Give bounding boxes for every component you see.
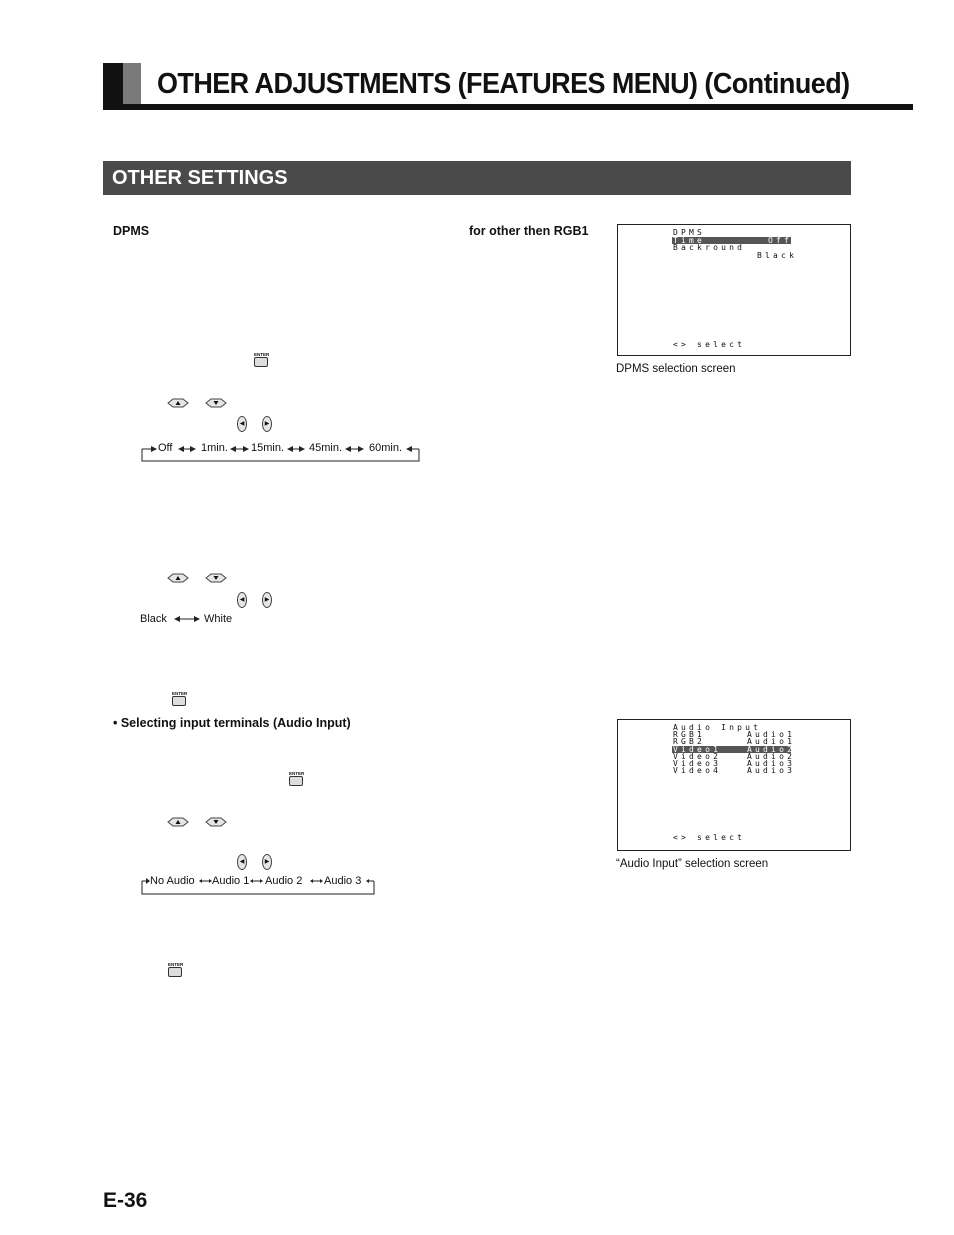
header-marker-dark [103, 63, 123, 107]
enter-label: ENTER [172, 691, 188, 696]
down-button-icon [205, 398, 227, 408]
dpms-selection-screen [617, 224, 851, 356]
audio-option-1: Audio 1 [212, 875, 250, 887]
dpms-note: for other then RGB1 [469, 224, 589, 238]
osd-value-time: Off [768, 236, 793, 245]
osd-row-input: Video4 [673, 766, 722, 775]
osd-row-audio: Audio2 [747, 745, 796, 754]
enter-button-icon [254, 357, 268, 367]
dpms-label: DPMS [113, 224, 150, 238]
audio-option-3: Audio 3 [324, 875, 362, 887]
osd-row-input: Video3 [673, 759, 722, 768]
audio-screen-caption: “Audio Input” selection screen [616, 858, 769, 870]
enter-button-icon [172, 696, 186, 706]
up-button-icon [167, 398, 189, 408]
dpms-screen-caption: DPMS selection screen [616, 363, 736, 375]
osd-row-audio: Audio3 [747, 759, 796, 768]
up-button-icon [167, 573, 189, 583]
enter-label: ENTER [254, 352, 270, 357]
osd-title: DPMS [673, 228, 706, 237]
right-button-icon: ▶ [262, 854, 272, 870]
time-option-off: Off [158, 442, 173, 454]
enter-label: ENTER [168, 962, 184, 967]
up-button-icon [167, 817, 189, 827]
osd-row-input: Video2 [673, 752, 722, 761]
header-rule [103, 104, 913, 110]
left-button-icon: ◀ [237, 592, 247, 608]
background-option-black: Black [140, 613, 167, 625]
time-option-1min: 1min. [201, 442, 228, 454]
double-arrow-icon [173, 614, 201, 624]
osd-footer: <> select [673, 340, 746, 349]
section-title: OTHER SETTINGS [103, 161, 851, 195]
page-number: E-36 [103, 1189, 148, 1212]
audio-input-selection-screen [617, 719, 851, 851]
header-marker-gray [123, 63, 141, 107]
enter-button-icon [168, 967, 182, 977]
audio-input-heading: • Selecting input terminals (Audio Input) [113, 716, 351, 730]
time-option-45min: 45min. [309, 442, 343, 454]
time-option-15min: 15min. [251, 442, 285, 454]
background-option-white: White [204, 613, 233, 625]
osd-row-audio: Audio3 [747, 766, 796, 775]
enter-label: ENTER [289, 771, 305, 776]
enter-button-icon [289, 776, 303, 786]
down-button-icon [205, 573, 227, 583]
osd-row-audio: Audio1 [747, 737, 796, 746]
right-button-icon: ▶ [262, 416, 272, 432]
audio-option-2: Audio 2 [265, 875, 303, 887]
audio-option-none: No Audio [150, 875, 195, 887]
osd-row-input: RGB2 [673, 737, 706, 746]
osd-item-background: Backround [673, 243, 746, 252]
osd-value-background: Black [757, 251, 798, 260]
osd-row-audio: Audio2 [747, 752, 796, 761]
osd-row-input: RGB1 [673, 730, 706, 739]
osd-title: Audio Input [673, 723, 762, 732]
osd-footer: <> select [673, 833, 746, 842]
left-button-icon: ◀ [237, 416, 247, 432]
left-button-icon: ◀ [237, 854, 247, 870]
time-option-60min: 60min. [369, 442, 403, 454]
osd-row-input: Video1 [673, 745, 722, 754]
osd-item-time: Time [673, 236, 706, 245]
page-title: OTHER ADJUSTMENTS (FEATURES MENU) (Continued) [157, 68, 850, 100]
right-button-icon: ▶ [262, 592, 272, 608]
down-button-icon [205, 817, 227, 827]
osd-row-audio: Audio1 [747, 730, 796, 739]
